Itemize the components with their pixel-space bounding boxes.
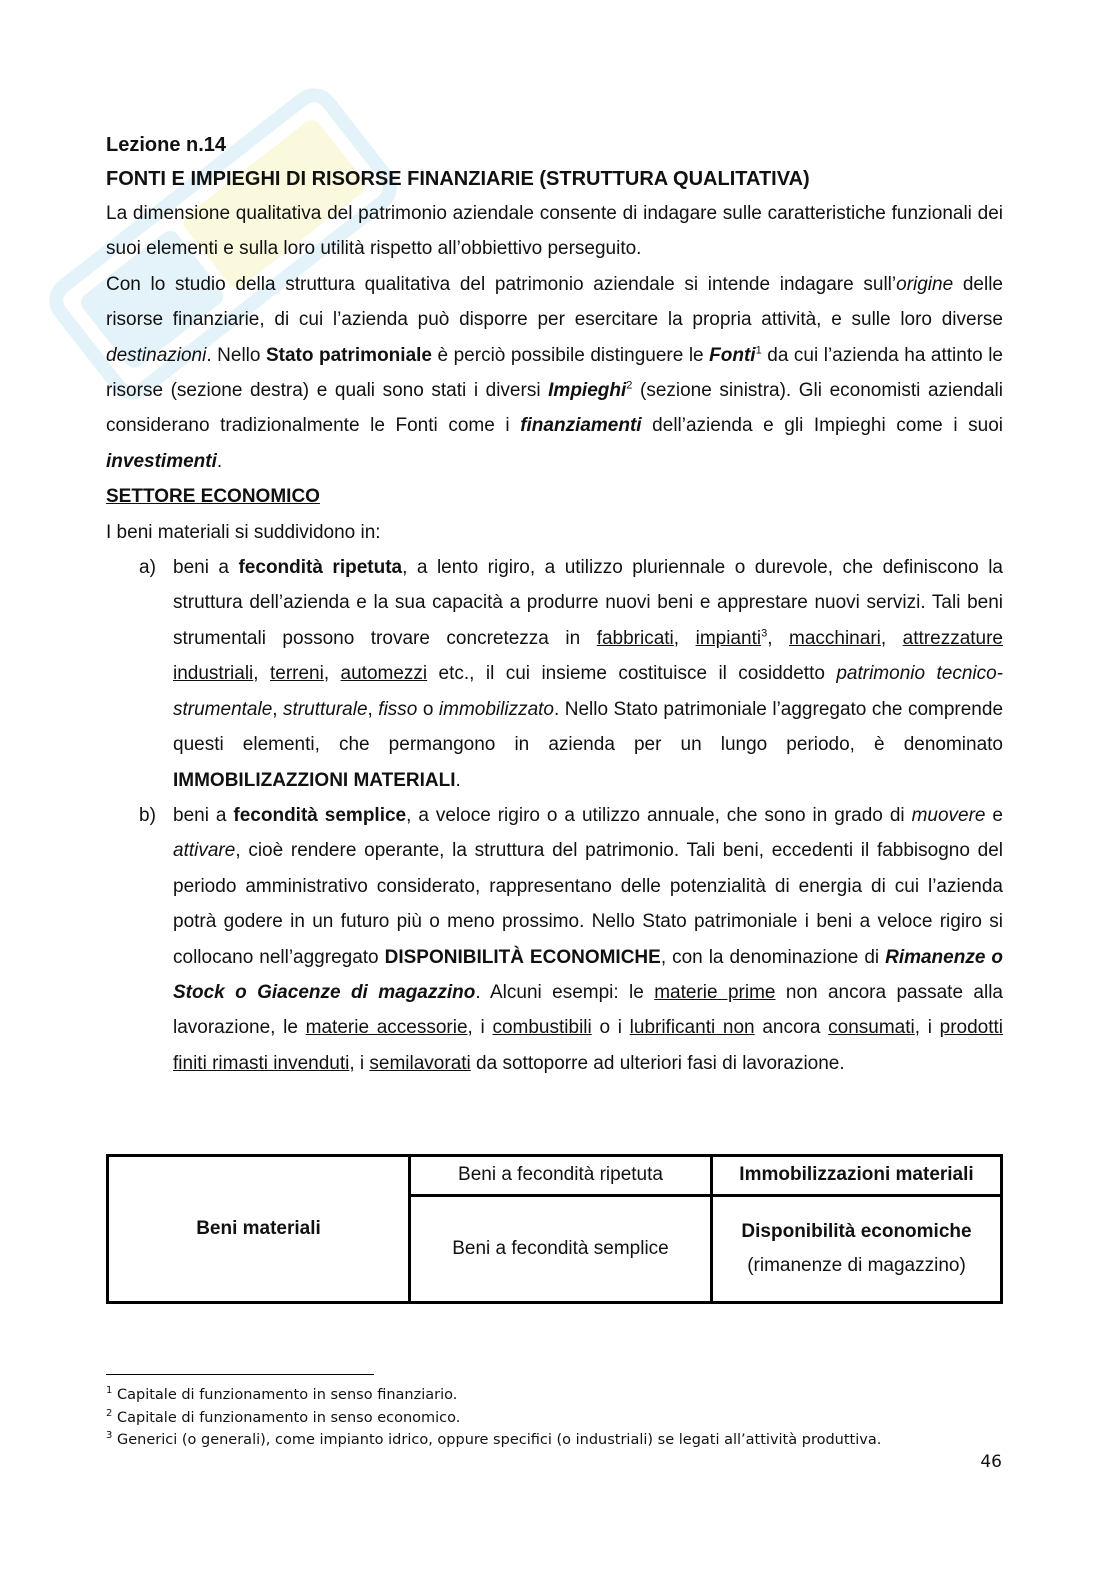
table-row-header: Beni materiali [108,1156,410,1303]
table-cell-aggregate-2 [712,1195,1002,1302]
section-title: SETTORE ECONOMICO [106,486,320,508]
aggregate-2-note: (rimanenze di magazzino) [747,1254,966,1276]
footnote-3: $^3$ Generici (o generali), come impianto idrico, oppure specifici (o industriali) se legati all’attività produttiva. [106,1430,882,1448]
list-item-a-text: beni a fecondità ripetuta, a lento rigiro, a utilizzo pluriennale o durevole, che definiscono la struttura dell’azienda e la sua capacità a produrre nuovi beni e apprestare nuovi servizi. Tali beni strumentali possono trovare concretezza in fabbricati, impianti$^3$, macchinari, attrezzature industriali, terreni, automezzi etc., il cui insieme costituisce il cosiddetto patrimonio tecnico-strumentale, strutturale, fisso o immobilizzato. Nello Stato patrimoniale l’aggregato che comprende questi elementi, che permangono in azienda per un lungo periodo, è denominato IMMOBILIZAZZIONI MATERIALI. [173,557,1004,791]
section-intro: I beni materiali si suddividono in: [106,521,381,543]
summary-table [106,1154,1003,1304]
lesson-heading: FONTI E IMPIEGHI DI RISORSE FINANZIARIE (STRUTTURA QUALITATIVA) [106,168,810,190]
footnote-ref-3[interactable]: 3 [761,627,768,640]
table-row [108,1156,1002,1196]
list-item-b-text: beni a fecondità semplice, a veloce rigiro o a utilizzo annuale, che sono in grado di muovere e attivare, cioè rendere operante, la struttura del patrimonio. Tali beni, eccedenti il fabbisogno del periodo amministrativo considerato, rappresentano delle potenzialità di energia di cui l’azienda potrà godere in un futuro più o meno prossimo. Nello Stato patrimoniale i beni a veloce rigiro si collocano nell’aggregato DISPONIBILITÀ ECONOMICHE, con la denominazione di Rimanenze o Stock o Giacenze di magazzino. Alcuni esempi: le materie prime non ancora passate alla lavorazione, le materie accessorie, i combustibili o i lubrificanti non ancora consumati, i prodotti finiti rimasti invenduti, i semilavorati da sottoporre ad ulteriori fasi di lavorazione. [173,804,1004,1074]
table-cell-aggregate-1: Immobilizzazioni materiali [712,1156,1002,1196]
footnote-separator [106,1374,374,1375]
intro-paragraph: La dimensione qualitativa del patrimonio aziendale consente di indagare sulle caratteristiche funzionali dei suoi elementi e sulla loro utilità rispetto all’obbiettivo perseguito. [106,203,1003,260]
list-item-b [106,798,1003,1081]
footnote-ref-2[interactable]: 2 [626,379,633,392]
footnote-ref-1[interactable]: 1 [755,344,762,357]
footnote-1: $^1$ Capitale di funzionamento in senso finanziario. [106,1385,458,1403]
table-cell-category-1: Beni a fecondità ripetuta [410,1156,712,1196]
list-marker-a: a) [139,557,156,579]
page-number: 46 [980,1452,1002,1472]
document-page [106,128,1003,1081]
table-cell-category-2: Beni a fecondità semplice [410,1195,712,1302]
footnotes [106,1384,1006,1452]
sources-paragraph: Con lo studio della struttura qualitativa del patrimonio aziendale si intende indagare sull’origine delle risorse finanziarie, di cui l’azienda può disporre per esercitare la propria attività, e sulle loro diverse destinazioni. Nello Stato patrimoniale è perciò possibile distinguere le Fonti$^1$ da cui l’azienda ha attinto le risorse (sezione destra) e quali sono stati i diversi Impieghi$^2$ (sezione sinistra). Gli economisti aziendali considerano tradizionalmente le Fonti come i finanziamenti dell’azienda e gli Impieghi come i suoi investimenti. [106,273,1004,472]
list-marker-b: b) [139,804,156,826]
footnote-2: $^2$ Capitale di funzionamento in senso economico. [106,1407,461,1426]
aggregate-2-title: Disponibilità economiche [741,1220,972,1242]
lesson-title: Lezione n.14 [106,134,227,156]
list-item-a [106,550,1003,798]
